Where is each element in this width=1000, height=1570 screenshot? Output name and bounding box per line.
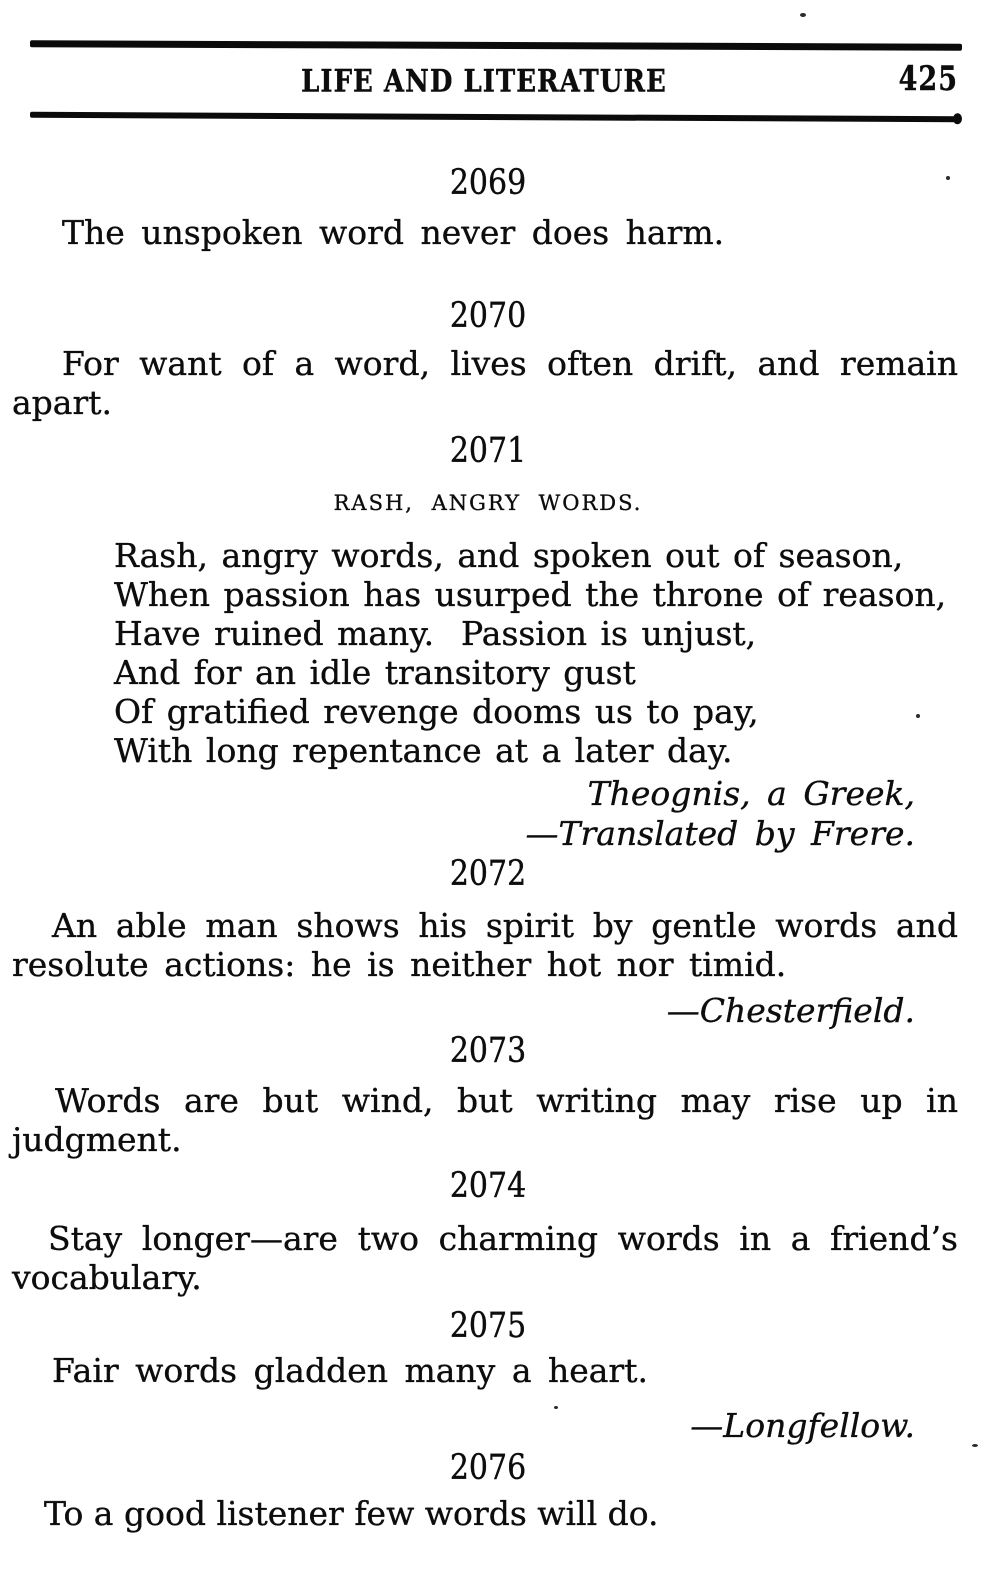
quote-line: For want of a word, lives often drift, and remain apart. (12, 344, 958, 422)
poem-block (114, 536, 970, 770)
entry-number: 2069 (449, 163, 527, 204)
attribution-block (0, 774, 915, 854)
poem-line: Have ruined many. Passion is unjust, (114, 614, 757, 653)
poem-line: And for an idle transitory gust (114, 653, 636, 692)
entry-number: 2075 (449, 1306, 527, 1347)
attribution-line: —Longfellow. (690, 1406, 915, 1445)
quote-line: Fair words gladden many a heart. (52, 1351, 648, 1390)
quote-line: Words are but wind, but writing may rise up in (55, 1081, 958, 1120)
quote-line: resolute actions: he is neither hot nor timid. (12, 945, 787, 984)
scan-artifact (800, 13, 806, 17)
quote-paragraph (12, 1081, 958, 1159)
entry-number: 2070 (449, 296, 527, 337)
quote-line: An able man shows his spirit by gentle words and (52, 906, 958, 945)
quote-paragraph (12, 1494, 958, 1533)
attribution-block (0, 991, 915, 1031)
header-rule-bottom (30, 112, 960, 123)
attribution-line: Theognis, a Greek, (587, 774, 915, 813)
header-rule-top (30, 40, 962, 51)
quote-line: judgment. (12, 1120, 182, 1159)
quote-line: vocabulary. (12, 1258, 202, 1297)
poem-line: Rash, angry words, and spoken out of season, (114, 536, 904, 575)
entry-heading: RASH, ANGRY WORDS. (333, 491, 643, 515)
quote-paragraph (12, 906, 958, 984)
quote-paragraph (12, 1219, 958, 1297)
attribution-line: —Translated by Frere. (525, 814, 915, 853)
attribution-block (0, 1406, 915, 1446)
page-number: 425 (898, 60, 958, 99)
running-head (30, 60, 958, 104)
quote-paragraph (12, 344, 958, 422)
entry-number: 2073 (449, 1031, 527, 1072)
running-title: LIFE AND LITERATURE (301, 64, 667, 100)
quote-paragraph (12, 213, 958, 252)
poem-line: Of gratified revenge dooms us to pay, (114, 692, 759, 731)
poem-line: When passion has usurped the throne of reason, (114, 575, 947, 614)
entry-number: 2074 (449, 1166, 527, 1207)
entry-number: 2071 (449, 431, 527, 472)
quote-line: Stay longer—are two charming words in a friend’s (48, 1219, 958, 1258)
entry-number: 2076 (449, 1448, 527, 1489)
quote-line: To a good listener few words will do. (44, 1494, 659, 1533)
attribution-line: —Chesterfield. (666, 991, 915, 1030)
quote-paragraph (12, 1351, 958, 1390)
quote-line: The unspoken word never does harm. (62, 213, 725, 252)
poem-line: With long repentance at a later day. (114, 731, 733, 770)
scan-artifact (972, 1444, 978, 1447)
entry-number: 2072 (449, 854, 527, 895)
